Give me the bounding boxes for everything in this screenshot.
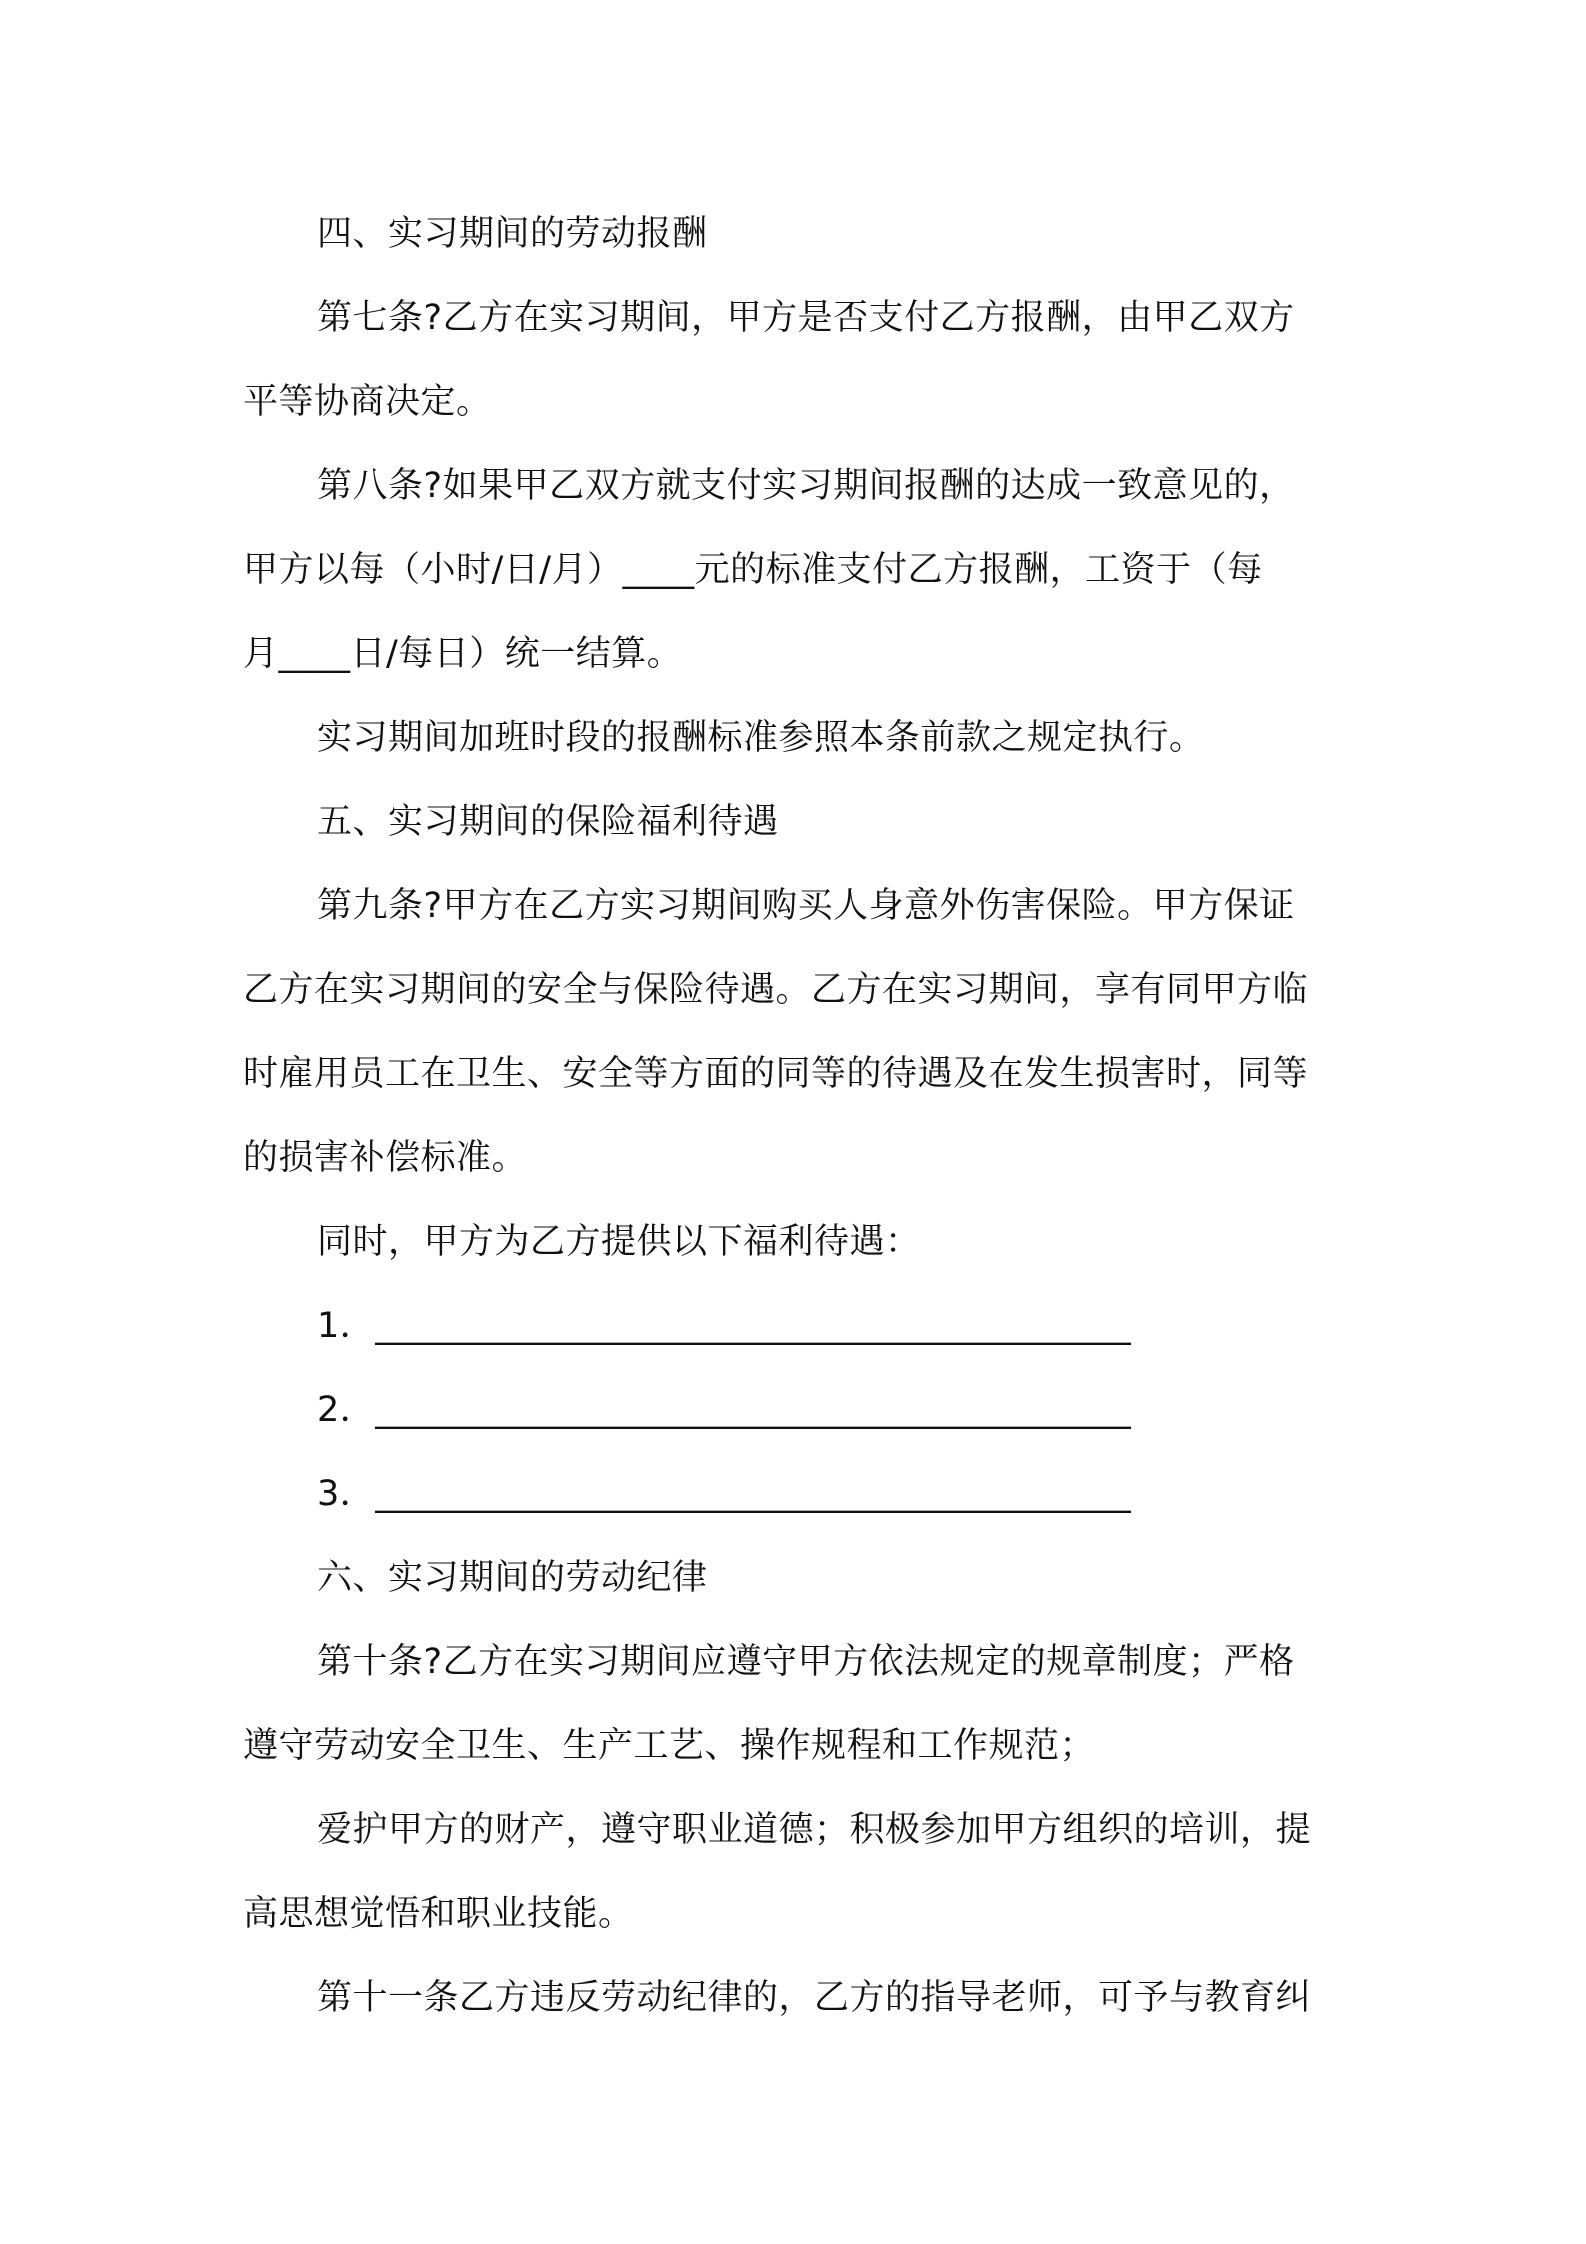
article-9-line-3: 时雇用员工在卫生、安全等方面的同等的待遇及在发生损害时，同等 (243, 1054, 1309, 1094)
article-8-line-3: 月____日/每日）统一结算。 (243, 634, 683, 674)
article-9-line-1: 第九条?甲方在乙方实习期间购买人身意外伤害保险。甲方保证 (317, 886, 1295, 926)
article-7-line-2: 平等协商决定。 (243, 382, 492, 422)
section-heading-insurance: 五、实习期间的保险福利待遇 (317, 802, 779, 842)
property-paragraph-line-1: 爱护甲方的财产，遵守职业道德；积极参加甲方组织的培训，提 (317, 1810, 1312, 1850)
benefit-blank-1: 1．__________________________________________ (317, 1306, 1132, 1346)
article-11-line-1: 第十一条乙方违反劳动纪律的，乙方的指导老师，可予与教育纠 (317, 1978, 1312, 2018)
property-paragraph-line-2: 高思想觉悟和职业技能。 (243, 1894, 634, 1934)
article-9-line-2: 乙方在实习期间的安全与保险待遇。乙方在实习期间，享有同甲方临 (243, 970, 1309, 1010)
article-10-line-2: 遵守劳动安全卫生、生产工艺、操作规程和工作规范； (243, 1726, 1096, 1766)
article-7-line-1: 第七条?乙方在实习期间，甲方是否支付乙方报酬，由甲乙双方 (317, 298, 1295, 338)
document-body (243, 192, 1353, 2040)
benefit-blank-2: 2．__________________________________________ (317, 1390, 1132, 1430)
article-8-line-1: 第八条?如果甲乙双方就支付实习期间报酬的达成一致意见的， (317, 466, 1295, 506)
overtime-paragraph: 实习期间加班时段的报酬标准参照本条前款之规定执行。 (317, 718, 1205, 758)
benefit-blank-3: 3．__________________________________________ (317, 1474, 1132, 1514)
article-9-line-4: 的损害补偿标准。 (243, 1138, 528, 1178)
benefits-intro: 同时，甲方为乙方提供以下福利待遇： (317, 1222, 921, 1262)
article-10-line-1: 第十条?乙方在实习期间应遵守甲方依法规定的规章制度；严格 (317, 1642, 1295, 1682)
article-8-line-2: 甲方以每（小时/日/月）____元的标准支付乙方报酬，工资于（每 (243, 550, 1263, 590)
section-heading-discipline: 六、实习期间的劳动纪律 (317, 1558, 708, 1598)
section-heading-remuneration: 四、实习期间的劳动报酬 (317, 214, 708, 254)
